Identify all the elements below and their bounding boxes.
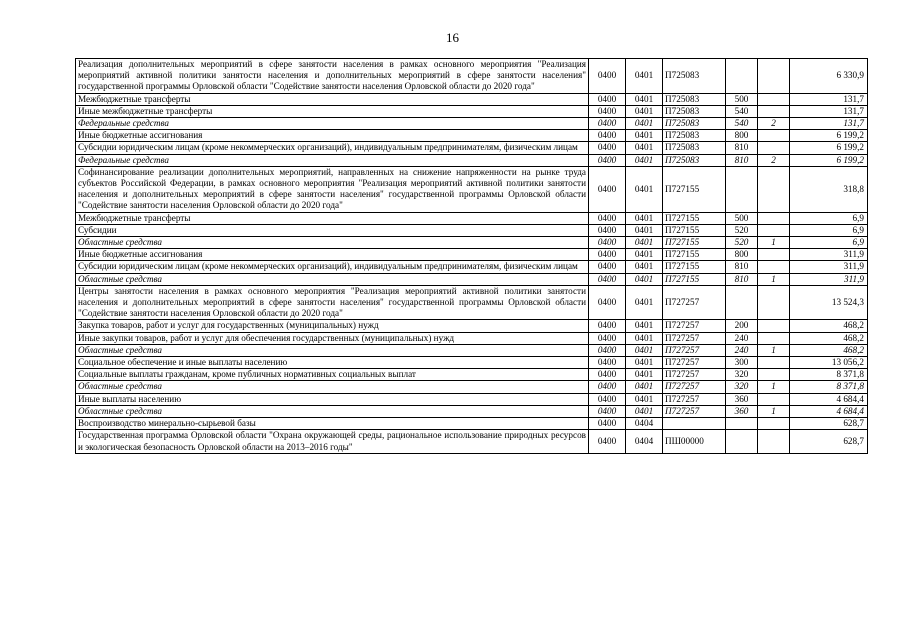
cell-name: Субсидии bbox=[76, 224, 589, 236]
cell-subsection: 0401 bbox=[626, 393, 663, 405]
cell-name: Социальные выплаты гражданам, кроме публичных нормативных социальных выплат bbox=[76, 369, 589, 381]
table-row bbox=[76, 142, 868, 154]
table-row bbox=[76, 418, 868, 430]
cell-funding-source bbox=[758, 285, 790, 320]
cell-target-item: П727155 bbox=[663, 212, 726, 224]
table-row bbox=[76, 224, 868, 236]
cell-funding-source bbox=[758, 357, 790, 369]
cell-target-item: П727257 bbox=[663, 285, 726, 320]
cell-amount: 13 524,3 bbox=[790, 285, 868, 320]
cell-name: Государственная программа Орловской области "Охрана окружающей среды, рациональное использование природных ресурсов и экологическая безопасность Орловской области на 2013–2016 годы" bbox=[76, 430, 589, 453]
cell-subsection: 0401 bbox=[626, 332, 663, 344]
cell-funding-source bbox=[758, 393, 790, 405]
cell-expense-type bbox=[726, 430, 758, 453]
cell-amount: 6,9 bbox=[790, 237, 868, 249]
cell-target-item: П727155 bbox=[663, 273, 726, 285]
table-row bbox=[76, 237, 868, 249]
cell-name: Межбюджетные трансферты bbox=[76, 93, 589, 105]
cell-section: 0400 bbox=[589, 320, 626, 332]
cell-expense-type: 320 bbox=[726, 381, 758, 393]
table-row bbox=[76, 393, 868, 405]
cell-funding-source bbox=[758, 130, 790, 142]
table-row bbox=[76, 249, 868, 261]
cell-section: 0400 bbox=[589, 357, 626, 369]
cell-funding-source: 1 bbox=[758, 381, 790, 393]
table-row bbox=[76, 59, 868, 94]
cell-section: 0400 bbox=[589, 212, 626, 224]
cell-subsection: 0401 bbox=[626, 405, 663, 417]
cell-funding-source: 2 bbox=[758, 118, 790, 130]
cell-section: 0400 bbox=[589, 381, 626, 393]
cell-expense-type bbox=[726, 166, 758, 212]
cell-funding-source bbox=[758, 59, 790, 94]
table-row bbox=[76, 430, 868, 453]
cell-name: Субсидии юридическим лицам (кроме некоммерческих организаций), индивидуальным предпринимателям, физическим лицам bbox=[76, 142, 589, 154]
cell-target-item: П725083 bbox=[663, 105, 726, 117]
cell-name: Иные выплаты населению bbox=[76, 393, 589, 405]
cell-name: Областные средства bbox=[76, 405, 589, 417]
cell-subsection: 0401 bbox=[626, 130, 663, 142]
cell-expense-type: 500 bbox=[726, 93, 758, 105]
cell-funding-source bbox=[758, 93, 790, 105]
cell-section: 0400 bbox=[589, 166, 626, 212]
cell-amount: 4 684,4 bbox=[790, 405, 868, 417]
cell-name: Иные межбюджетные трансферты bbox=[76, 105, 589, 117]
cell-subsection: 0401 bbox=[626, 369, 663, 381]
cell-amount: 6,9 bbox=[790, 212, 868, 224]
cell-amount: 468,2 bbox=[790, 320, 868, 332]
cell-target-item: П727257 bbox=[663, 320, 726, 332]
cell-funding-source bbox=[758, 320, 790, 332]
cell-target-item: П727257 bbox=[663, 344, 726, 356]
table-row bbox=[76, 285, 868, 320]
cell-target-item: ПШ00000 bbox=[663, 430, 726, 453]
cell-target-item bbox=[663, 418, 726, 430]
cell-funding-source bbox=[758, 142, 790, 154]
cell-section: 0400 bbox=[589, 59, 626, 94]
cell-target-item: П727257 bbox=[663, 381, 726, 393]
cell-name: Областные средства bbox=[76, 237, 589, 249]
cell-section: 0400 bbox=[589, 369, 626, 381]
table-row bbox=[76, 118, 868, 130]
cell-amount: 6 199,2 bbox=[790, 154, 868, 166]
cell-expense-type: 810 bbox=[726, 142, 758, 154]
cell-amount: 4 684,4 bbox=[790, 393, 868, 405]
cell-subsection: 0404 bbox=[626, 430, 663, 453]
cell-subsection: 0401 bbox=[626, 142, 663, 154]
cell-funding-source bbox=[758, 332, 790, 344]
cell-name: Воспроизводство минерально-сырьевой базы bbox=[76, 418, 589, 430]
table-row bbox=[76, 357, 868, 369]
cell-expense-type: 520 bbox=[726, 224, 758, 236]
cell-amount: 318,8 bbox=[790, 166, 868, 212]
cell-target-item: П727155 bbox=[663, 166, 726, 212]
cell-amount: 131,7 bbox=[790, 118, 868, 130]
cell-name: Иные бюджетные ассигнования bbox=[76, 130, 589, 142]
cell-section: 0400 bbox=[589, 237, 626, 249]
cell-funding-source bbox=[758, 369, 790, 381]
cell-amount: 6 199,2 bbox=[790, 142, 868, 154]
table-row bbox=[76, 273, 868, 285]
cell-section: 0400 bbox=[589, 154, 626, 166]
cell-expense-type: 360 bbox=[726, 405, 758, 417]
cell-amount: 468,2 bbox=[790, 332, 868, 344]
cell-subsection: 0404 bbox=[626, 418, 663, 430]
cell-funding-source bbox=[758, 430, 790, 453]
cell-funding-source bbox=[758, 418, 790, 430]
cell-section: 0400 bbox=[589, 105, 626, 117]
cell-target-item: П727257 bbox=[663, 357, 726, 369]
cell-amount: 468,2 bbox=[790, 344, 868, 356]
cell-name: Центры занятости населения в рамках основного мероприятия "Реализация мероприятий активной политики занятости населения и дополнительных мероприятий в сфере занятости населения" государственной программы Орловской области "Содействие занятости населения Орловской области до 2020 года" bbox=[76, 285, 589, 320]
cell-amount: 311,9 bbox=[790, 261, 868, 273]
cell-expense-type: 300 bbox=[726, 357, 758, 369]
cell-funding-source: 2 bbox=[758, 154, 790, 166]
cell-amount: 6 330,9 bbox=[790, 59, 868, 94]
cell-subsection: 0401 bbox=[626, 118, 663, 130]
cell-subsection: 0401 bbox=[626, 285, 663, 320]
cell-subsection: 0401 bbox=[626, 320, 663, 332]
cell-subsection: 0401 bbox=[626, 224, 663, 236]
table-row bbox=[76, 369, 868, 381]
cell-amount: 311,9 bbox=[790, 273, 868, 285]
cell-target-item: П725083 bbox=[663, 154, 726, 166]
cell-expense-type: 800 bbox=[726, 249, 758, 261]
cell-amount: 6,9 bbox=[790, 224, 868, 236]
cell-target-item: П727257 bbox=[663, 393, 726, 405]
table-row bbox=[76, 212, 868, 224]
cell-expense-type bbox=[726, 59, 758, 94]
cell-target-item: П725083 bbox=[663, 130, 726, 142]
cell-subsection: 0401 bbox=[626, 166, 663, 212]
cell-funding-source bbox=[758, 261, 790, 273]
cell-funding-source bbox=[758, 212, 790, 224]
table-row bbox=[76, 166, 868, 212]
cell-name: Субсидии юридическим лицам (кроме некоммерческих организаций), индивидуальным предпринимателям, физическим лицам bbox=[76, 261, 589, 273]
cell-name: Федеральные средства bbox=[76, 154, 589, 166]
cell-target-item: П727155 bbox=[663, 249, 726, 261]
cell-section: 0400 bbox=[589, 249, 626, 261]
table-row bbox=[76, 320, 868, 332]
cell-section: 0400 bbox=[589, 332, 626, 344]
cell-subsection: 0401 bbox=[626, 344, 663, 356]
cell-name: Софинансирование реализации дополнительных мероприятий, направленных на снижение напряженности на рынке труда субъектов Российской Федерации, в рамках основного мероприятия "Реализация мероприятий активной политики занятости населения и дополнительных мероприятий в сфере занятости населения" государственной программы Орловской области "Содействие занятости населения Орловской области до 2020 года" bbox=[76, 166, 589, 212]
cell-section: 0400 bbox=[589, 224, 626, 236]
cell-section: 0400 bbox=[589, 142, 626, 154]
cell-section: 0400 bbox=[589, 405, 626, 417]
cell-expense-type: 240 bbox=[726, 344, 758, 356]
cell-section: 0400 bbox=[589, 273, 626, 285]
cell-funding-source bbox=[758, 224, 790, 236]
cell-funding-source: 1 bbox=[758, 273, 790, 285]
table-row bbox=[76, 261, 868, 273]
cell-section: 0400 bbox=[589, 285, 626, 320]
cell-subsection: 0401 bbox=[626, 381, 663, 393]
table-row bbox=[76, 344, 868, 356]
table-row bbox=[76, 405, 868, 417]
cell-subsection: 0401 bbox=[626, 105, 663, 117]
cell-name: Закупка товаров, работ и услуг для государственных (муниципальных) нужд bbox=[76, 320, 589, 332]
cell-expense-type: 540 bbox=[726, 105, 758, 117]
cell-name: Межбюджетные трансферты bbox=[76, 212, 589, 224]
cell-expense-type: 320 bbox=[726, 369, 758, 381]
cell-funding-source: 1 bbox=[758, 405, 790, 417]
cell-name: Областные средства bbox=[76, 273, 589, 285]
table-row bbox=[76, 130, 868, 142]
cell-expense-type: 520 bbox=[726, 237, 758, 249]
cell-subsection: 0401 bbox=[626, 212, 663, 224]
cell-target-item: П727257 bbox=[663, 405, 726, 417]
cell-target-item: П727257 bbox=[663, 332, 726, 344]
cell-target-item: П725083 bbox=[663, 59, 726, 94]
cell-amount: 628,7 bbox=[790, 418, 868, 430]
cell-name: Реализация дополнительных мероприятий в сфере занятости населения в рамках основного мероприятия "Реализация мероприятий активной политики занятости населения и дополнительных мероприятий в сфере занятости населения" государственной программы Орловской области "Содействие занятости населения Орловской области до 2020 года" bbox=[76, 59, 589, 94]
cell-expense-type: 500 bbox=[726, 212, 758, 224]
cell-target-item: П725083 bbox=[663, 118, 726, 130]
cell-amount: 13 056,2 bbox=[790, 357, 868, 369]
cell-amount: 131,7 bbox=[790, 93, 868, 105]
cell-target-item: П727155 bbox=[663, 237, 726, 249]
cell-subsection: 0401 bbox=[626, 59, 663, 94]
cell-expense-type: 810 bbox=[726, 154, 758, 166]
cell-amount: 131,7 bbox=[790, 105, 868, 117]
cell-funding-source: 1 bbox=[758, 344, 790, 356]
cell-subsection: 0401 bbox=[626, 261, 663, 273]
cell-subsection: 0401 bbox=[626, 93, 663, 105]
cell-expense-type: 810 bbox=[726, 261, 758, 273]
cell-name: Областные средства bbox=[76, 381, 589, 393]
table-row bbox=[76, 154, 868, 166]
cell-section: 0400 bbox=[589, 261, 626, 273]
cell-name: Областные средства bbox=[76, 344, 589, 356]
cell-expense-type: 360 bbox=[726, 393, 758, 405]
cell-target-item: П727257 bbox=[663, 369, 726, 381]
cell-name: Федеральные средства bbox=[76, 118, 589, 130]
cell-expense-type bbox=[726, 285, 758, 320]
cell-subsection: 0401 bbox=[626, 154, 663, 166]
cell-expense-type: 240 bbox=[726, 332, 758, 344]
cell-name: Социальное обеспечение и иные выплаты населению bbox=[76, 357, 589, 369]
cell-amount: 628,7 bbox=[790, 430, 868, 453]
page-number: 16 bbox=[446, 30, 459, 45]
cell-expense-type: 200 bbox=[726, 320, 758, 332]
budget-table bbox=[75, 58, 868, 454]
cell-expense-type: 540 bbox=[726, 118, 758, 130]
cell-subsection: 0401 bbox=[626, 237, 663, 249]
cell-name: Иные бюджетные ассигнования bbox=[76, 249, 589, 261]
cell-expense-type: 810 bbox=[726, 273, 758, 285]
cell-subsection: 0401 bbox=[626, 357, 663, 369]
table-row bbox=[76, 332, 868, 344]
cell-target-item: П727155 bbox=[663, 224, 726, 236]
table-row bbox=[76, 93, 868, 105]
cell-funding-source: 1 bbox=[758, 237, 790, 249]
cell-funding-source bbox=[758, 105, 790, 117]
cell-expense-type bbox=[726, 418, 758, 430]
cell-subsection: 0401 bbox=[626, 249, 663, 261]
cell-section: 0400 bbox=[589, 418, 626, 430]
cell-section: 0400 bbox=[589, 430, 626, 453]
cell-section: 0400 bbox=[589, 344, 626, 356]
cell-amount: 8 371,8 bbox=[790, 381, 868, 393]
cell-amount: 6 199,2 bbox=[790, 130, 868, 142]
cell-section: 0400 bbox=[589, 93, 626, 105]
cell-funding-source bbox=[758, 249, 790, 261]
cell-subsection: 0401 bbox=[626, 273, 663, 285]
cell-expense-type: 800 bbox=[726, 130, 758, 142]
cell-amount: 311,9 bbox=[790, 249, 868, 261]
cell-name: Иные закупки товаров, работ и услуг для обеспечения государственных (муниципальных) нужд bbox=[76, 332, 589, 344]
cell-target-item: П725083 bbox=[663, 93, 726, 105]
table-row bbox=[76, 105, 868, 117]
cell-amount: 8 371,8 bbox=[790, 369, 868, 381]
cell-target-item: П727155 bbox=[663, 261, 726, 273]
table-row bbox=[76, 381, 868, 393]
cell-target-item: П725083 bbox=[663, 142, 726, 154]
cell-funding-source bbox=[758, 166, 790, 212]
cell-section: 0400 bbox=[589, 393, 626, 405]
cell-section: 0400 bbox=[589, 118, 626, 130]
budget-table-body bbox=[76, 59, 868, 454]
cell-section: 0400 bbox=[589, 130, 626, 142]
